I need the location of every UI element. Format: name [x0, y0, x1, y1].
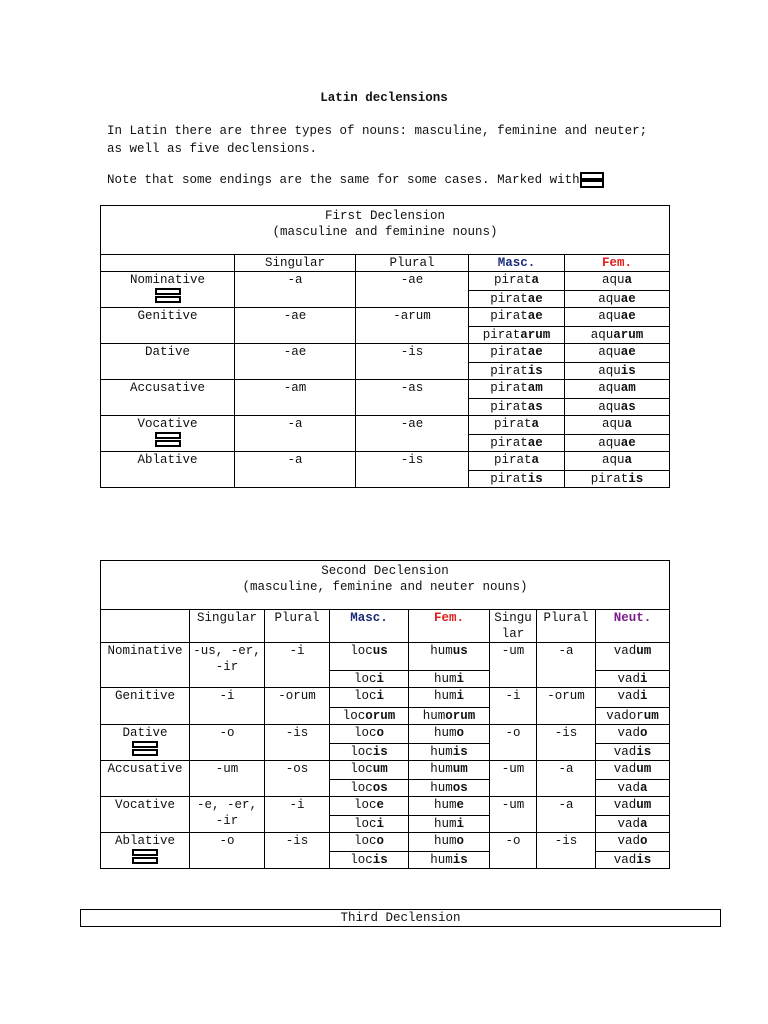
ending: um [452, 762, 468, 776]
fem-singular-form [409, 833, 490, 852]
ending: is [527, 364, 543, 378]
case-name [101, 688, 190, 725]
singular-ending: -us, -er, -ir [190, 643, 265, 688]
ending: is [636, 745, 652, 759]
neut-plural-form [596, 816, 670, 833]
ending: is [628, 472, 644, 486]
stem: hum [433, 689, 457, 703]
ending: is [372, 853, 388, 867]
masc-singular-form [330, 761, 409, 780]
fem-plural-form [565, 363, 670, 380]
ending: a [531, 453, 540, 467]
ending: orum [365, 709, 396, 723]
stem: vad [617, 689, 641, 703]
case-label: Dative [144, 345, 190, 359]
ending: is [527, 472, 543, 486]
masc-plural-form [469, 435, 565, 452]
first-declension-table [100, 205, 670, 488]
fem-plural-form [565, 471, 670, 488]
fem-singular-form [409, 643, 490, 671]
stem: aqu [598, 381, 621, 395]
masc-singular-form [330, 725, 409, 744]
masc-plural-form [469, 471, 565, 488]
table-row [101, 452, 670, 471]
masc-singular-form [469, 308, 565, 327]
stem: vad [613, 745, 637, 759]
ending: is [372, 745, 388, 759]
ending: os [452, 781, 468, 795]
stem: pirat [490, 400, 528, 414]
stem: aqu [602, 273, 625, 287]
case-label: Vocative [114, 798, 175, 812]
case-name [101, 272, 235, 308]
header-fem: Fem. [409, 610, 490, 643]
case-name [101, 761, 190, 797]
stem: loc [353, 726, 377, 740]
stem: loc [350, 644, 373, 658]
fem-singular-form [409, 797, 490, 816]
plural-ending: -i [265, 797, 330, 833]
ending: i [376, 817, 385, 831]
stem: pirat [590, 472, 629, 486]
stem: loc [353, 689, 377, 703]
stem: aqu [598, 364, 621, 378]
plural-ending: -os [265, 761, 330, 797]
neut-singular-form [596, 833, 670, 852]
ending: ae [527, 292, 543, 306]
neut-singular-form [596, 643, 670, 671]
fem-singular-form [409, 688, 490, 708]
neut-singular-form [596, 797, 670, 816]
equal-endings-icon [155, 432, 181, 449]
case-label: Dative [122, 726, 168, 740]
neuter-plural-ending: -is [537, 725, 596, 761]
fem-singular-form [565, 308, 670, 327]
table-row [101, 416, 670, 435]
table-header-row [101, 610, 670, 643]
equal-endings-icon [580, 172, 602, 188]
masc-singular-form [469, 416, 565, 435]
ending: a [624, 453, 633, 467]
plural-ending: -is [265, 725, 330, 761]
header-plural: Plural [265, 610, 330, 643]
neut-singular-form [596, 761, 670, 780]
fem-plural-form [565, 327, 670, 344]
header-singular: Singular [190, 610, 265, 643]
table-row [101, 344, 670, 363]
neuter-plural-ending: -a [537, 797, 596, 833]
masc-plural-form [469, 363, 565, 380]
stem: aqu [598, 309, 621, 323]
ending: o [376, 726, 385, 740]
page-title: Latin declensions [320, 91, 448, 105]
fem-plural-form [409, 708, 490, 725]
case-label: Nominative [107, 644, 183, 658]
plural-ending: -ae [356, 416, 469, 452]
case-label: Nominative [129, 273, 205, 287]
header-empty [101, 610, 190, 643]
ending: um [372, 762, 388, 776]
neuter-singular-ending: -o [490, 725, 537, 761]
ending: a [624, 417, 633, 431]
stem: aqu [602, 417, 625, 431]
stem: hum [430, 745, 453, 759]
table-row [101, 206, 670, 255]
equal-endings-icon [132, 741, 158, 758]
stem: aqu [590, 328, 614, 342]
neuter-plural-ending: -a [537, 761, 596, 797]
case-name [101, 833, 190, 869]
neut-plural-form [596, 744, 670, 761]
stem: hum [433, 834, 457, 848]
stem: loc [353, 834, 377, 848]
fem-plural-form [409, 671, 490, 688]
fem-plural-form [565, 291, 670, 308]
neut-plural-form [596, 708, 670, 725]
ending: a [640, 817, 648, 831]
second-declension-table [100, 560, 670, 869]
case-label: Accusative [107, 762, 183, 776]
ending: us [452, 644, 468, 658]
stem: pirat [490, 345, 528, 359]
neuter-plural-ending: -orum [537, 688, 596, 725]
ending: i [640, 689, 648, 703]
second-declension-heading [101, 561, 670, 610]
singular-ending: -am [235, 380, 356, 416]
stem: hum [433, 672, 457, 686]
stem: vad [617, 672, 641, 686]
ending: ae [620, 345, 636, 359]
stem: pirat [490, 472, 528, 486]
case-name [101, 380, 235, 416]
ending: am [620, 381, 636, 395]
header-neuter-singular: Singular [490, 610, 537, 643]
neuter-singular-ending: -o [490, 833, 537, 869]
stem: vad [617, 817, 641, 831]
ending: is [636, 853, 652, 867]
masc-plural-form [469, 291, 565, 308]
stem: pirat [493, 453, 532, 467]
ending: i [376, 689, 385, 703]
ending: arum [520, 328, 551, 342]
stem: hum [430, 762, 453, 776]
ending: a [640, 781, 648, 795]
neuter-plural-ending: -a [537, 643, 596, 688]
ending: as [620, 400, 636, 414]
note-paragraph [107, 171, 667, 189]
neuter-singular-ending: -um [490, 643, 537, 688]
masc-plural-form [469, 327, 565, 344]
singular-ending: -a [235, 272, 356, 308]
ending: e [456, 798, 465, 812]
ending: o [456, 834, 465, 848]
ending: ae [620, 309, 636, 323]
neuter-singular-ending: -i [490, 688, 537, 725]
table-row [101, 308, 670, 327]
stem: loc [353, 817, 377, 831]
masc-singular-form [469, 344, 565, 363]
ending: o [640, 834, 648, 848]
case-name [101, 452, 235, 488]
ending: ae [527, 436, 543, 450]
singular-ending: -ae [235, 344, 356, 380]
stem: hum [430, 781, 453, 795]
stem: vad [613, 798, 637, 812]
singular-ending: -e, -er, -ir [190, 797, 265, 833]
neut-plural-form [596, 780, 670, 797]
stem: loc [350, 745, 373, 759]
masc-plural-form [330, 852, 409, 869]
stem: pirat [490, 364, 528, 378]
singular-ending: -a [235, 452, 356, 488]
neuter-plural-ending: -is [537, 833, 596, 869]
fem-singular-form [565, 344, 670, 363]
fem-singular-form [565, 452, 670, 471]
stem: loc [350, 781, 373, 795]
stem: loc [350, 762, 373, 776]
ending: arum [613, 328, 644, 342]
singular-ending: -o [190, 833, 265, 869]
first-declension-heading [101, 206, 670, 255]
masc-singular-form [469, 272, 565, 291]
ending: o [640, 726, 648, 740]
equal-endings-icon [132, 849, 158, 866]
masc-plural-form [330, 816, 409, 833]
plural-ending: -is [356, 452, 469, 488]
ending: o [376, 834, 385, 848]
equal-endings-icon [155, 288, 181, 305]
fem-plural-form [409, 816, 490, 833]
ending: i [376, 672, 385, 686]
ending: os [372, 781, 388, 795]
stem: aqu [598, 436, 621, 450]
plural-ending: -i [265, 643, 330, 688]
stem: hum [433, 798, 457, 812]
case-name [101, 416, 235, 452]
ending: a [531, 273, 540, 287]
stem: pirat [482, 328, 521, 342]
ending: ae [527, 345, 543, 359]
header-plural: Plural [356, 255, 469, 272]
stem: hum [430, 644, 453, 658]
first-declension-subtitle: (masculine and feminine nouns) [272, 225, 498, 239]
fem-singular-form [565, 416, 670, 435]
ending: um [636, 762, 652, 776]
masc-singular-form [330, 833, 409, 852]
ending: is [620, 364, 636, 378]
ending: ae [527, 309, 543, 323]
stem: vad [617, 781, 641, 795]
neuter-singular-ending: -um [490, 761, 537, 797]
ending: orum [445, 709, 476, 723]
stem: pirat [490, 436, 528, 450]
fem-singular-form [409, 761, 490, 780]
ending: o [456, 726, 465, 740]
table-row [101, 688, 670, 708]
fem-plural-form [409, 780, 490, 797]
ending: e [376, 798, 385, 812]
ending: um [643, 709, 659, 723]
masc-singular-form [330, 688, 409, 708]
stem: vad [617, 726, 641, 740]
stem: hum [430, 853, 453, 867]
stem: loc [353, 672, 377, 686]
stem: vad [617, 834, 641, 848]
neut-plural-form [596, 852, 670, 869]
fem-plural-form [565, 399, 670, 416]
stem: vador [606, 709, 644, 723]
header-neut: Neut. [596, 610, 670, 643]
case-label: Ablative [114, 834, 175, 848]
table-row [101, 272, 670, 291]
case-name [101, 725, 190, 761]
neut-singular-form [596, 725, 670, 744]
neut-singular-form [596, 688, 670, 708]
ending: i [456, 689, 465, 703]
plural-ending: -arum [356, 308, 469, 344]
stem: hum [422, 709, 446, 723]
masc-plural-form [469, 399, 565, 416]
ending: a [624, 273, 633, 287]
stem: hum [433, 817, 457, 831]
header-empty [101, 255, 235, 272]
case-name [101, 344, 235, 380]
fem-singular-form [409, 725, 490, 744]
stem: aqu [598, 292, 621, 306]
stem: vad [613, 762, 637, 776]
fem-plural-form [409, 744, 490, 761]
ending: i [640, 672, 648, 686]
ending: a [531, 417, 540, 431]
note-text: Note that some endings are the same for some cases. Marked with [107, 173, 580, 187]
ending: us [372, 644, 388, 658]
table-header-row [101, 255, 670, 272]
ending: um [636, 798, 652, 812]
case-name [101, 797, 190, 833]
fem-plural-form [409, 852, 490, 869]
plural-ending: -ae [356, 272, 469, 308]
first-declension-title: First Declension [325, 209, 446, 223]
intro-paragraph: In Latin there are three types of nouns: masculine, feminine and neuter; as well as five declensions. [107, 124, 648, 156]
case-label: Genitive [137, 309, 198, 323]
case-label: Ablative [137, 453, 198, 467]
table-row [101, 833, 670, 852]
table-row [101, 643, 670, 671]
stem: pirat [493, 273, 532, 287]
case-label: Accusative [129, 381, 205, 395]
neuter-singular-ending: -um [490, 797, 537, 833]
masc-singular-form [330, 643, 409, 671]
ending: i [456, 672, 465, 686]
fem-plural-form [565, 435, 670, 452]
header-singular: Singular [235, 255, 356, 272]
stem: hum [433, 726, 457, 740]
case-name [101, 308, 235, 344]
header-masc: Masc. [469, 255, 565, 272]
ending: is [452, 745, 468, 759]
ending: i [456, 817, 465, 831]
case-label: Vocative [137, 417, 198, 431]
masc-singular-form [469, 380, 565, 399]
singular-ending: -o [190, 725, 265, 761]
stem: pirat [490, 292, 528, 306]
header-fem: Fem. [565, 255, 670, 272]
ending: ae [620, 436, 636, 450]
stem: vad [613, 853, 637, 867]
singular-ending: -a [235, 416, 356, 452]
table-row [101, 561, 670, 610]
table-row [101, 761, 670, 780]
stem: loc [342, 709, 366, 723]
stem: aqu [598, 400, 621, 414]
singular-ending: -ae [235, 308, 356, 344]
plural-ending: -as [356, 380, 469, 416]
stem: pirat [490, 381, 528, 395]
stem: loc [350, 853, 373, 867]
ending: as [527, 400, 543, 414]
stem: aqu [598, 345, 621, 359]
masc-plural-form [330, 708, 409, 725]
ending: am [527, 381, 543, 395]
masc-singular-form [330, 797, 409, 816]
singular-ending: -um [190, 761, 265, 797]
singular-ending: -i [190, 688, 265, 725]
table-row [101, 725, 670, 744]
header-neuter-plural: Plural [537, 610, 596, 643]
plural-ending: -is [356, 344, 469, 380]
masc-plural-form [330, 744, 409, 761]
stem: loc [353, 798, 377, 812]
masc-singular-form [469, 452, 565, 471]
fem-singular-form [565, 380, 670, 399]
table-row [101, 797, 670, 816]
neut-plural-form [596, 671, 670, 688]
ending: is [452, 853, 468, 867]
plural-ending: -orum [265, 688, 330, 725]
second-declension-title: Second Declension [321, 564, 449, 578]
ending: um [636, 644, 652, 658]
masc-plural-form [330, 671, 409, 688]
masc-plural-form [330, 780, 409, 797]
stem: pirat [493, 417, 532, 431]
plural-ending: -is [265, 833, 330, 869]
ending: ae [620, 292, 636, 306]
fem-singular-form [565, 272, 670, 291]
stem: pirat [490, 309, 528, 323]
case-label: Genitive [114, 689, 175, 703]
case-name [101, 643, 190, 688]
stem: aqu [602, 453, 625, 467]
stem: vad [613, 644, 637, 658]
header-masc: Masc. [330, 610, 409, 643]
third-declension-heading: Third Declension [80, 909, 721, 927]
second-declension-subtitle: (masculine, feminine and neuter nouns) [242, 580, 528, 594]
table-row [101, 380, 670, 399]
